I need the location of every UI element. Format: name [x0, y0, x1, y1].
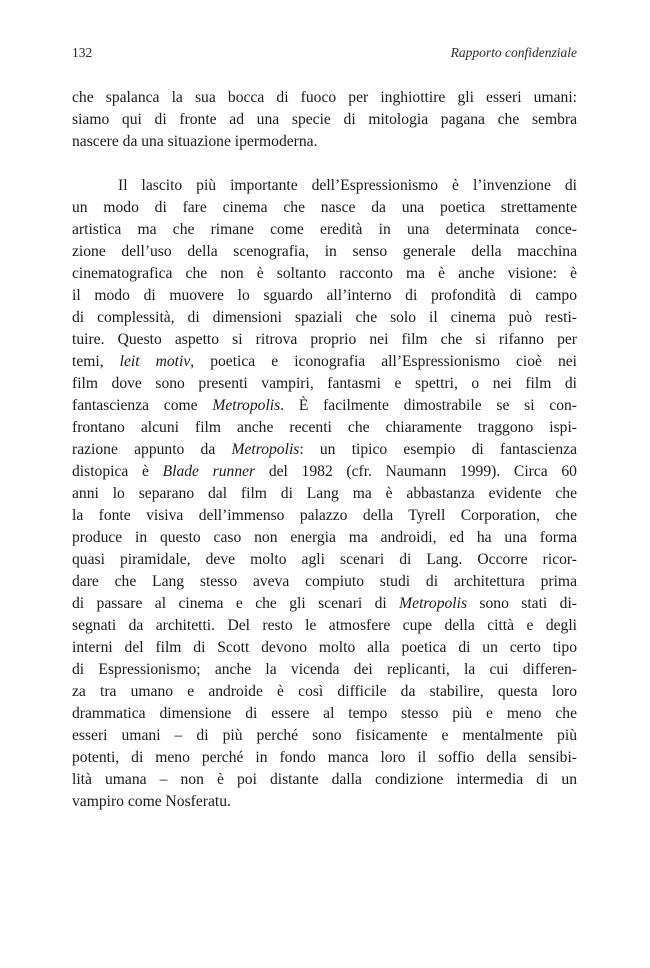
italic-title: Metropolis — [212, 397, 281, 414]
text-line: distopica è Blade runner del 1982 (cfr. Naumann 1999). Circa 60 — [72, 463, 577, 480]
running-title: Rapporto confidenziale — [450, 45, 577, 60]
text-line: film dove sono presenti vampiri, fantasmi e spettri, o nei film di — [72, 375, 577, 392]
text-line: interni del film di Scott devono molto alla poetica di un certo tipo — [72, 639, 577, 656]
text-line: razione appunto da Metropolis: un tipico esempio di fantascienza — [72, 441, 577, 458]
text-line: tuire. Questo aspetto si ritrova proprio nei film che si rifanno per — [72, 331, 577, 348]
text-line: di passare al cinema e che gli scenari di Metropolis sono stati di- — [72, 595, 577, 612]
text-line: che spalanca la sua bocca di fuoco per inghiottire gli esseri umani: — [72, 89, 577, 106]
text-line: quasi piramidale, deve molto agli scenari di Lang. Occorre ricor- — [72, 551, 577, 568]
body-text — [72, 87, 577, 813]
text-line: drammatica dimensione di essere al tempo stesso più e meno che — [72, 705, 577, 722]
italic-title: Blade runner — [162, 463, 256, 480]
text-line: dare che Lang stesso aveva compiuto studi di architettura prima — [72, 573, 577, 590]
text-line: nascere da una situazione ipermoderna. — [72, 133, 318, 150]
text-line: la fonte visiva dell’immenso palazzo della Tyrell Corporation, che — [72, 507, 577, 524]
page-number: 132 — [72, 45, 93, 60]
text-line: frontano alcuni film anche recenti che chiaramente traggono ispi- — [72, 419, 577, 436]
text-line: il modo di muovere lo sguardo all’interno di profondità di campo — [72, 287, 577, 304]
paragraph — [72, 87, 577, 153]
text-line: artistica ma che rimane come eredità in una determinata conce- — [72, 221, 577, 238]
text-line: za tra umano e androide è così difficile da stabilire, questa loro — [72, 683, 577, 700]
text-line: esseri umani – di più perché sono fisicamente e mentalmente più — [72, 727, 577, 744]
text-line: segnati da architetti. Del resto le atmosfere cupe della città e degli — [72, 617, 577, 634]
paragraph-gap — [72, 153, 577, 175]
page-header — [72, 41, 577, 65]
text-line: siamo qui di fronte ad una specie di mitologia pagana che sembra — [72, 111, 577, 128]
text-line: potenti, di meno perché in fondo manca loro il soffio della sensibi- — [72, 749, 577, 766]
text-line: fantascienza come Metropolis. È facilmente dimostrabile se si con- — [72, 397, 577, 414]
text-line: un modo di fare cinema che nasce da una poetica strettamente — [72, 199, 577, 216]
italic-title: Metropolis — [231, 441, 300, 458]
text-line: zione dell’uso della scenografia, in senso generale della macchina — [72, 243, 577, 260]
text-line: temi, leit motiv, poetica e iconografia all’Espressionismo cioè nei — [72, 353, 577, 370]
paragraph — [72, 175, 577, 813]
text-line: cinematografica che non è soltanto racconto ma è anche visione: è — [72, 265, 577, 282]
italic-title: Metropolis — [399, 595, 468, 612]
text-line: vampiro come Nosferatu. — [72, 793, 231, 810]
text-line: lità umana – non è poi distante dalla condizione intermedia di un — [72, 771, 577, 788]
text-line: di Espressionismo; anche la vicenda dei replicanti, la cui differen- — [72, 661, 577, 678]
text-line: produce in questo caso non energia ma androidi, ed ha una forma — [72, 529, 577, 546]
italic-title: leit motiv — [119, 353, 191, 370]
text-line: anni lo separano dal film di Lang ma è abbastanza evidente che — [72, 485, 577, 502]
text-line: Il lascito più importante dell’Espressionismo è l’invenzione di — [118, 177, 577, 194]
text-line: di complessità, di dimensioni spaziali che solo il cinema può resti- — [72, 309, 577, 326]
